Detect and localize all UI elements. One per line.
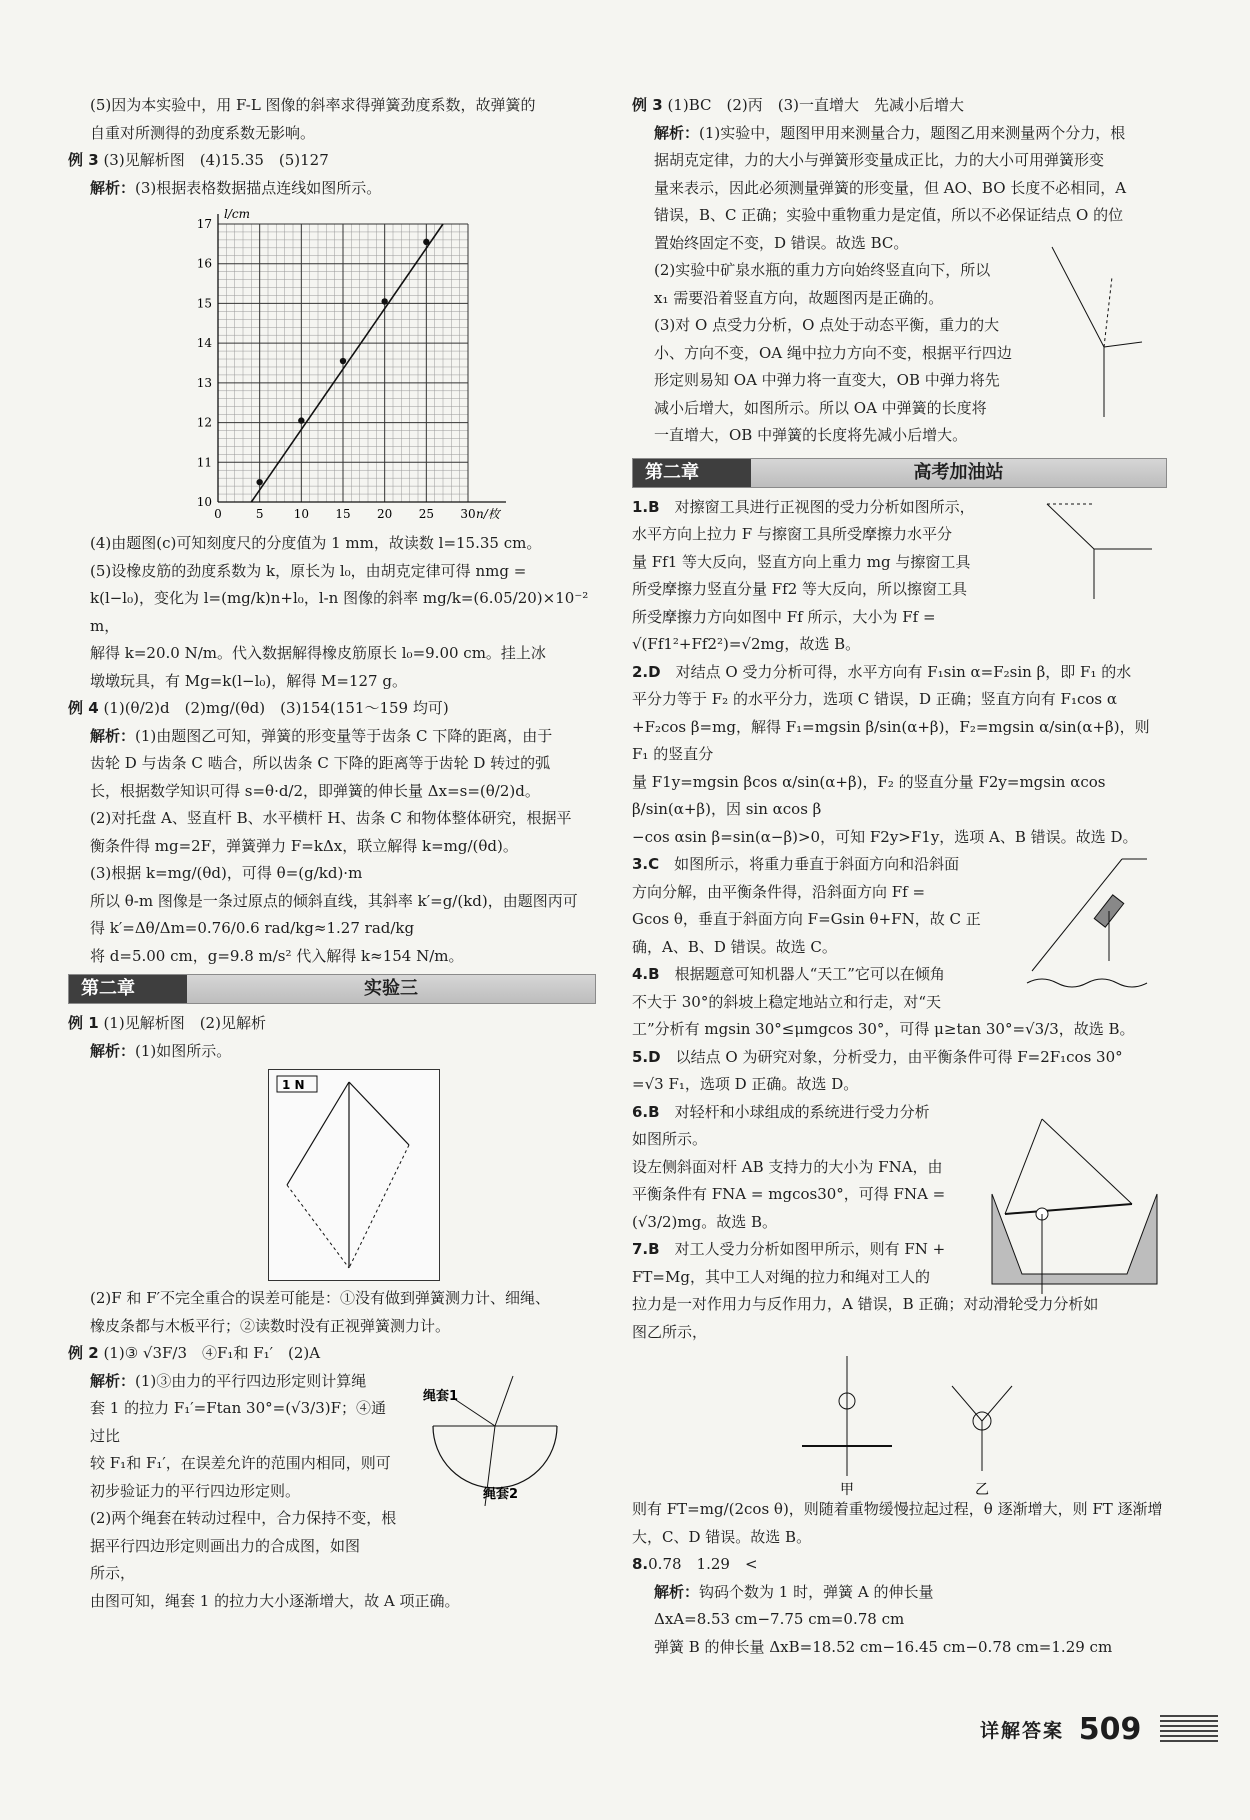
data-point <box>423 239 429 245</box>
sling-1-label: 绳套1 <box>423 1388 459 1404</box>
x-tick-label: 20 <box>377 507 393 521</box>
data-point <box>256 479 262 485</box>
text-line: 量 F1y=mgsin βcos α/sin(α+β)，F₂ 的竖直分量 F2y=mgsin αcos β/sin(α+β)，因 sin αcos β <box>632 772 1106 818</box>
x-tick-label: 5 <box>255 507 264 521</box>
example-label: 例 4 <box>68 699 99 717</box>
text-line: (2)两个绳套在转动过程中，合力保持不变，根 <box>90 1509 397 1527</box>
example-label: 例 3 <box>68 151 99 169</box>
text-line: 弹簧 B 的伸长量 ΔxB=18.52 cm−16.45 cm−0.78 cm=1.29 cm <box>654 1637 1113 1656</box>
text-line: 图乙所示， <box>632 1322 708 1341</box>
left-column <box>68 92 596 1615</box>
analysis-label: 解析： <box>90 1041 136 1060</box>
text-line: (4)由题图(c)可知刻度尺的分度值为 1 mm，故读数 l=15.35 cm。 <box>90 534 542 552</box>
text-line: 橡皮条都与木板平行；②读数时没有正视弹簧测力计。 <box>90 1316 451 1335</box>
sling-2-label: 绳套2 <box>483 1486 519 1502</box>
x-tick-label: 10 <box>293 507 309 521</box>
analysis-label: 解析： <box>654 1582 700 1601</box>
incline-force-figure <box>1022 851 1162 991</box>
text-line: 由图可知，绳套 1 的拉力大小逐渐增大，故 A 项正确。 <box>90 1591 460 1610</box>
text-line: 对工人受力分析如图甲所示，则有 FN + <box>674 1240 946 1258</box>
l-n-chart <box>68 202 596 530</box>
rod-ball-figure <box>987 1099 1162 1299</box>
worker-pulley-figure <box>632 1346 1167 1496</box>
text-line: 置始终固定不变，D 错误。故选 BC。 <box>654 233 909 252</box>
text-line: 形定则易知 OA 中弹力将一直变大，OB 中弹力将先 <box>654 371 1000 389</box>
text-line: 方向分解，由平衡条件得，沿斜面方向 Ff = <box>632 882 926 901</box>
question-label: 6.B <box>632 1102 660 1121</box>
y-tick-label: 11 <box>196 455 212 470</box>
right-column <box>632 92 1167 1661</box>
question-label: 1.B <box>632 497 660 516</box>
example-answer: (1)③ √3F/3 ④F₁和 F₁′ (2)A <box>103 1344 321 1362</box>
text-line: 确，A、B、D 错误。故选 C。 <box>632 937 837 956</box>
text-line: Gcos θ，垂直于斜面方向 F=Gsin θ+FN，故 C 正 <box>632 910 981 928</box>
figure-caption-yi: 乙 <box>975 1482 989 1496</box>
text-line: 墩墩玩具，有 Mg=k(l−l₀)，解得 M=127 g。 <box>90 671 407 690</box>
chapter-label: 第二章 <box>633 459 751 487</box>
data-point <box>298 417 304 423</box>
question-label: 4.B <box>632 965 660 983</box>
x-axis-label: n/枚 <box>476 507 500 521</box>
dynamic-equilibrium-figure <box>1042 237 1162 427</box>
text-line: 对结点 O 受力分析可得，水平方向有 F₁sin α=F₂sin β，即 F₁ 的水 <box>675 662 1132 681</box>
x-tick-label: 30 <box>460 507 476 521</box>
question-label: 5.D <box>632 1047 661 1066</box>
text-line: 将 d=5.00 cm，g=9.8 m/s² 代入解得 k≈154 N/m。 <box>90 946 464 965</box>
text-line: (1)实验中，题图甲用来测量合力，题图乙用来测量两个分力，根 <box>699 123 1126 142</box>
text-line: (2)F 和 F′不完全重合的误差可能是：①没有做到弹簧测力计、细绳、 <box>90 1289 551 1307</box>
text-line: 得 k′=Δθ/Δm=0.76/0.6 rad/kg≈1.27 rad/kg <box>90 919 415 937</box>
x-tick-label: 0 <box>214 507 222 521</box>
example-label: 例 2 <box>68 1344 99 1362</box>
text-line: 齿轮 D 与齿条 C 啮合，所以齿条 C 下降的距离等于齿轮 D 转过的弧 <box>90 754 551 772</box>
example-answer: (1)BC (2)丙 (3)一直增大 先减小后增大 <box>667 96 964 114</box>
data-point <box>381 298 387 304</box>
y-tick-label: 15 <box>196 296 212 311</box>
question-answer: 0.78 1.29 < <box>648 1555 758 1573</box>
example-label: 例 1 <box>68 1014 99 1032</box>
text-line: (5)因为本实验中，用 F-L 图像的斜率求得弹簧劲度系数，故弹簧的 <box>90 96 536 114</box>
window-cleaner-force-figure <box>1032 494 1162 614</box>
section-title: 实验三 <box>364 978 418 999</box>
unit-label: 1 N <box>282 1078 305 1092</box>
text-line: 对轻杆和小球组成的系统进行受力分析 <box>674 1102 930 1121</box>
text-line: (1)如图所示。 <box>135 1041 232 1060</box>
y-tick-label: 10 <box>196 495 212 509</box>
text-line: (3)根据表格数据描点连线如图所示。 <box>135 178 382 197</box>
text-line: 如图所示，将重力垂直于斜面方向和沿斜面 <box>674 855 960 873</box>
y-tick-label: 12 <box>196 415 212 430</box>
protractor-figure <box>413 1368 583 1518</box>
text-line: 长，根据数学知识可得 s=θ·d/2，即弹簧的伸长量 Δx=s=(θ/2)d。 <box>90 781 540 800</box>
text-line: (5)设橡皮筋的劲度系数为 k，原长为 l₀，由胡克定律可得 nmg = <box>90 561 527 580</box>
text-line: 则有 FT=mg/(2cos θ)，则随着重物缓慢拉起过程，θ 逐渐增大，则 FT 逐渐增 <box>632 1500 1163 1518</box>
text-line: 量 Ff1 等大反向，竖直方向上重力 mg 与擦窗工具 <box>632 552 971 571</box>
analysis-label: 解析： <box>654 123 700 142</box>
text-line: 以结点 O 为研究对象，分析受力，由平衡条件可得 F=2F₁cos 30° <box>675 1047 1123 1066</box>
worker-pulley-svg <box>782 1346 1042 1496</box>
figure-caption-jia: 甲 <box>840 1482 854 1496</box>
text-line: 小、方向不变，OA 绳中拉力方向不变，根据平行四边 <box>654 343 1012 362</box>
page-tab-decoration <box>1160 1715 1218 1745</box>
y-axis-label: l/cm <box>224 207 250 221</box>
text-line: 量来表示，因此必须测量弹簧的形变量，但 AO、BO 长度不必相同，A <box>654 178 1127 197</box>
fit-line <box>251 224 443 502</box>
text-line: 平衡条件有 FNA = mgcos30°，可得 FNA = <box>632 1185 946 1203</box>
text-line: 钩码个数为 1 时，弹簧 A 的伸长量 <box>699 1582 934 1601</box>
example-answer: (1)(θ/2)d (2)mg/(θd) (3)154(151～159 均可) <box>103 699 449 717</box>
y-tick-label: 13 <box>196 375 212 390</box>
text-line: 所受摩擦力方向如图中 Ff 所示，大小为 Ff = <box>632 607 936 626</box>
data-point <box>340 358 346 364</box>
question-label: 8. <box>632 1555 649 1573</box>
text-line: (1)由题图乙可知，弹簧的形变量等于齿条 C 下降的距离，由于 <box>135 726 553 745</box>
text-line: (3)对 O 点受力分析，O 点处于动态平衡，重力的大 <box>654 316 1000 334</box>
text-line: √(Ff1²+Ff2²)=√2mg，故选 B。 <box>632 635 861 653</box>
y-tick-label: 17 <box>196 217 212 231</box>
text-line: 水平方向上拉力 F 与擦窗工具所受摩擦力水平分 <box>632 525 952 543</box>
text-line: FT=Mg，其中工人对绳的拉力和绳对工人的 <box>632 1267 930 1286</box>
section-header-bar <box>68 974 596 1004</box>
text-line: 衡条件得 mg=2F，弹簧弹力 F=kΔx，联立解得 k=mg/(θd)。 <box>90 836 518 855</box>
example-answer: (3)见解析图 (4)15.35 (5)127 <box>103 151 329 169</box>
text-line: 工”分析有 mgsin 30°≤μmgcos 30°，可得 μ≥tan 30°=√3/3，故选 B。 <box>632 1020 1135 1038</box>
text-line: k(l−l₀)，变化为 l=(mg/k)n+l₀，l-n 图像的斜率 mg/k=(6.05/20)×10⁻² m， <box>90 589 589 635</box>
example-label: 例 3 <box>632 96 663 114</box>
text-line: 对擦窗工具进行正视图的受力分析如图所示， <box>674 497 975 516</box>
text-line: 较 F₁和 F₁′，在误差允许的范围内相同，则可 <box>90 1454 391 1472</box>
text-line: 平分力等于 F₂ 的水平分力，选项 C 错误，D 正确；竖直方向有 F₁cos α <box>632 690 1117 708</box>
question-label: 2.D <box>632 662 661 681</box>
analysis-label: 解析： <box>90 1371 136 1390</box>
text-line: 所以 θ-m 图像是一条过原点的倾斜直线，其斜率 k′=g/(kd)，由题图丙可 <box>90 891 578 910</box>
analysis-label: 解析： <box>90 726 136 745</box>
text-line: (2)实验中矿泉水瓶的重力方向始终竖直向下，所以 <box>654 261 991 279</box>
text-line: 错误，B、C 正确；实验中重物重力是定值，所以不必保证结点 O 的位 <box>654 206 1124 224</box>
text-line: 自重对所测得的劲度系数无影响。 <box>90 123 316 142</box>
text-line: ΔxA=8.53 cm−7.75 cm=0.78 cm <box>654 1610 905 1628</box>
text-line: +F₂cos β=mg，解得 F₁=mgsin β/sin(α+β)，F₂=mgsin α/sin(α+β)，则 F₁ 的竖直分 <box>632 717 1150 763</box>
text-line: 套 1 的拉力 F₁′=Ftan 30°=(√3/3)F；④通过比 <box>90 1399 387 1445</box>
page-footer <box>980 1712 1218 1747</box>
text-line: 解得 k=20.0 N/m。代入数据解得橡皮筋原长 l₀=9.00 cm。挂上冰 <box>90 644 546 662</box>
text-line: 根据题意可知机器人“天工”它可以在倾角 <box>674 965 945 983</box>
example-answer: (1)见解析图 (2)见解析 <box>103 1014 266 1032</box>
force-parallelogram-figure <box>268 1069 440 1281</box>
section-title: 高考加油站 <box>913 461 1004 483</box>
y-tick-label: 14 <box>196 336 212 351</box>
text-line: 设左侧斜面对杆 AB 支持力的大小为 FNA，由 <box>632 1157 943 1176</box>
text-line: 所受摩擦力竖直分量 Ff2 等大反向，所以擦窗工具 <box>632 580 968 598</box>
text-line: 拉力是一对作用力与反作用力，A 错误，B 正确；对动滑轮受力分析如 <box>632 1295 1099 1313</box>
page-number: 509 <box>1078 1712 1142 1747</box>
question-label: 3.C <box>632 855 660 873</box>
x-tick-label: 15 <box>335 507 351 521</box>
parallelogram-svg <box>269 1070 439 1280</box>
section-header-bar <box>632 458 1167 488</box>
text-line: 所示， <box>90 1564 136 1582</box>
text-line: x₁ 需要沿着竖直方向，故题图丙是正确的。 <box>654 288 944 307</box>
text-line: 初步验证力的平行四边形定则。 <box>90 1481 301 1500</box>
text-line: (3)根据 k=mg/(θd)，可得 θ=(g/kd)·m <box>90 864 363 882</box>
chapter-label: 第二章 <box>69 975 187 1003</box>
text-line: −cos αsin β=sin(α−β)>0，可知 F2y>F1y，选项 A、B 错误。故选 D。 <box>632 827 1138 846</box>
text-line: 大，C、D 错误。故选 B。 <box>632 1527 812 1546</box>
chart-svg <box>108 202 528 530</box>
text-line: 减小后增大，如图所示。所以 OA 中弹簧的长度将 <box>654 398 987 417</box>
text-line: (√3/2)mg。故选 B。 <box>632 1212 778 1231</box>
x-tick-label: 25 <box>418 507 434 521</box>
y-tick-label: 16 <box>196 256 212 271</box>
text-line: 一直增大，OB 中弹簧的长度将先减小后增大。 <box>654 426 968 444</box>
question-label: 7.B <box>632 1240 660 1258</box>
text-line: (1)③由力的平行四边形定则计算绳 <box>135 1371 367 1390</box>
text-line: 如图所示。 <box>632 1130 708 1148</box>
text-line: 不大于 30°的斜坡上稳定地站立和行走，对“天 <box>632 992 942 1011</box>
text-line: =√3 F₁，选项 D 正确。故选 D。 <box>632 1075 859 1093</box>
footer-label: 详解答案 <box>980 1720 1065 1742</box>
text-line: 据胡克定律，力的大小与弹簧形变量成正比，力的大小可用弹簧形变 <box>654 151 1105 169</box>
text-line: (2)对托盘 A、竖直杆 B、水平横杆 H、齿条 C 和物体整体研究，根据平 <box>90 809 572 827</box>
analysis-label: 解析： <box>90 178 136 197</box>
text-line: 据平行四边形定则画出力的合成图，如图 <box>90 1536 361 1555</box>
